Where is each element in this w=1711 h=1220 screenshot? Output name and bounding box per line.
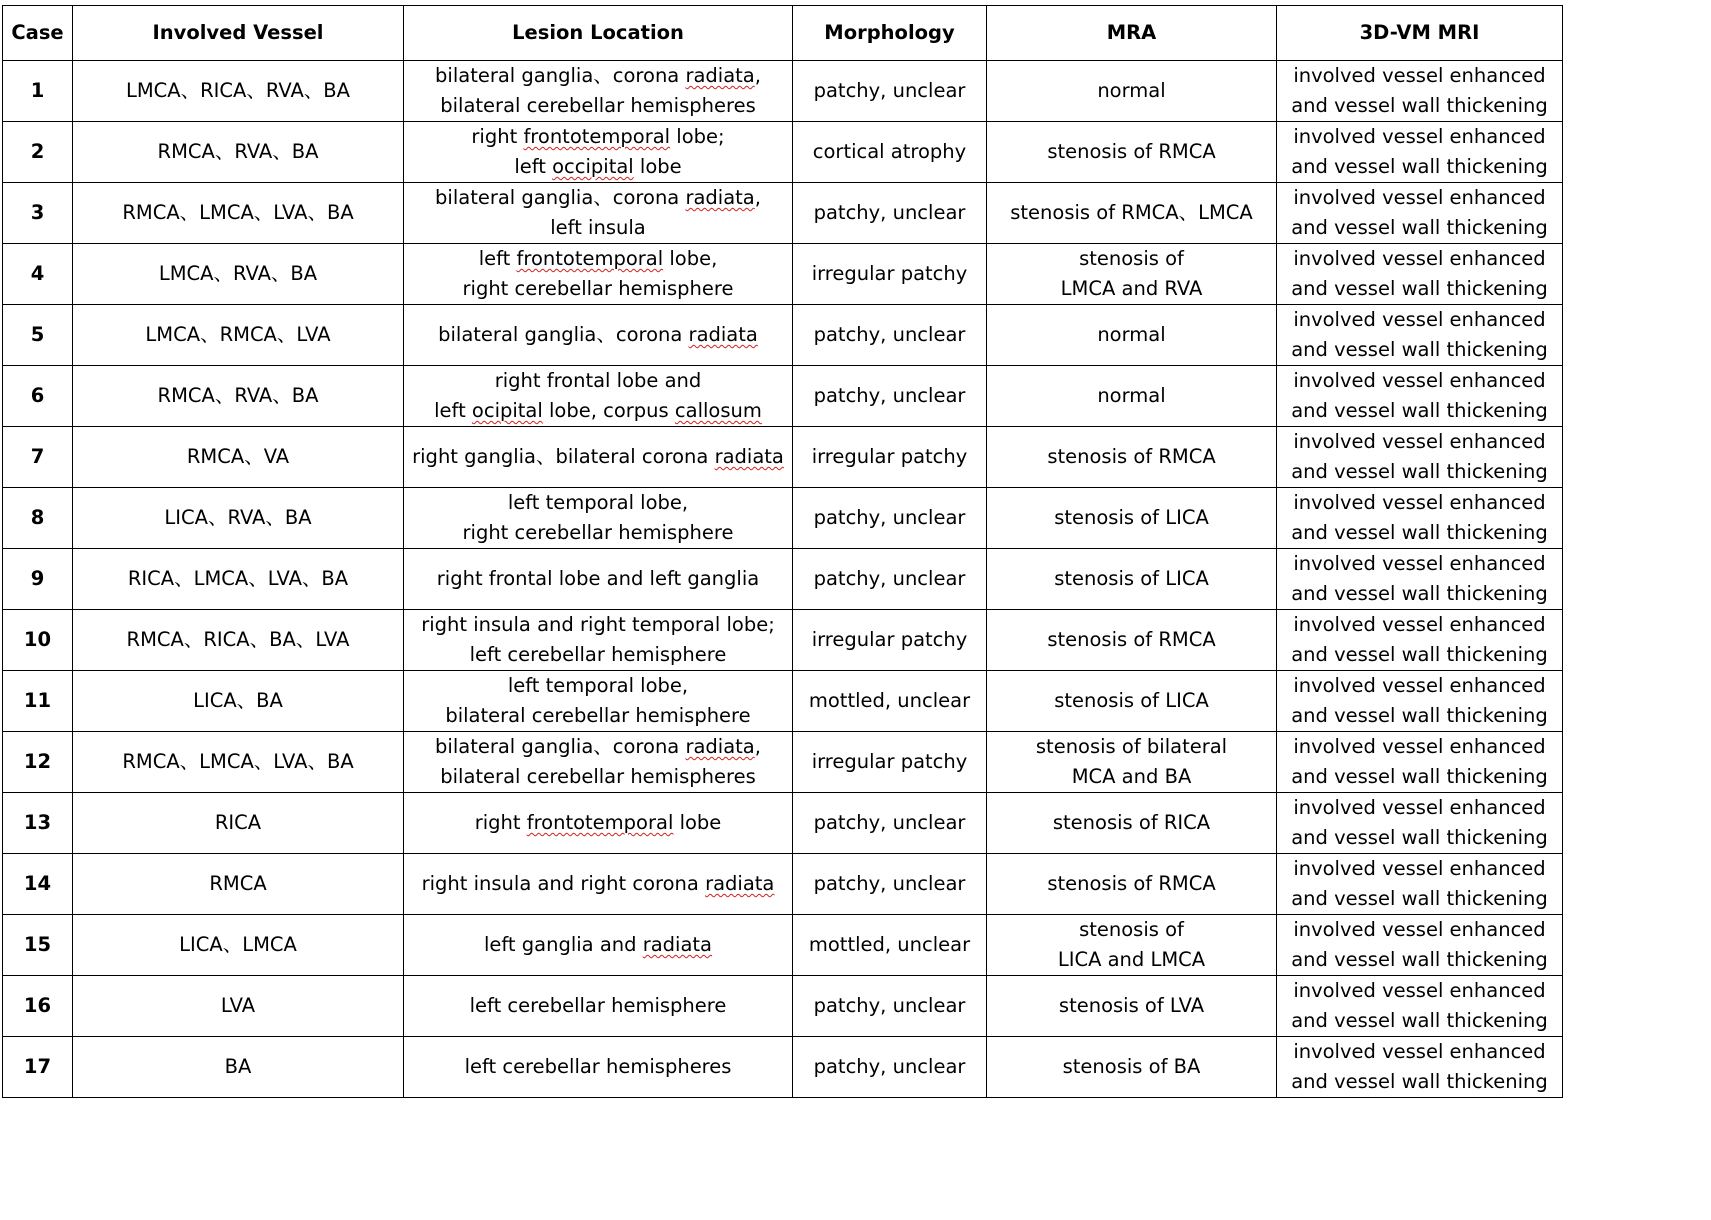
header-mra: MRA: [987, 6, 1277, 61]
table-row: [3, 488, 1563, 549]
mri-line-1: involved vessel enhanced: [1293, 125, 1546, 148]
morphology-cell: patchy, unclear: [793, 183, 987, 244]
lesion-location-line-1: left frontotemporal lobe,: [478, 247, 718, 270]
lesion-location-line-1: right insula and right corona radiata: [421, 872, 775, 895]
lesion-location-cell: [404, 732, 793, 793]
mri-line-1: involved vessel enhanced: [1293, 674, 1546, 697]
lesion-location-cell: [404, 671, 793, 732]
lesion-location-cell: [404, 244, 793, 305]
lesion-location-line-1: bilateral ganglia、corona radiata,: [435, 735, 761, 758]
mri-line-2: and vessel wall thickening: [1291, 216, 1548, 239]
table-row: [3, 427, 1563, 488]
case-number-cell: 14: [3, 854, 73, 915]
lesion-location-cell: [404, 915, 793, 976]
lesion-location-line-1: bilateral ganglia、corona radiata: [438, 323, 758, 346]
mri-line-2: and vessel wall thickening: [1291, 582, 1548, 605]
mri-3d-vm-cell: [1277, 61, 1563, 122]
case-number-cell: 17: [3, 1037, 73, 1098]
mra-line-1: stenosis of bilateral: [1035, 735, 1228, 758]
case-number-cell: 11: [3, 671, 73, 732]
table-row: [3, 183, 1563, 244]
mra-line-1: stenosis of BA: [1062, 1055, 1201, 1078]
mra-line-1: stenosis of: [1079, 918, 1184, 941]
mri-3d-vm-cell: [1277, 366, 1563, 427]
lesion-location-cell: [404, 549, 793, 610]
involved-vessel-cell: RMCA、VA: [73, 427, 404, 488]
mri-line-1: involved vessel enhanced: [1293, 918, 1546, 941]
lesion-location-cell: [404, 610, 793, 671]
case-number-cell: 13: [3, 793, 73, 854]
mri-line-1: involved vessel enhanced: [1293, 857, 1546, 880]
mri-line-2: and vessel wall thickening: [1291, 887, 1548, 910]
morphology-cell: mottled, unclear: [793, 915, 987, 976]
mra-cell: [987, 122, 1277, 183]
case-table: [2, 5, 1563, 1098]
mri-3d-vm-cell: [1277, 671, 1563, 732]
mri-line-2: and vessel wall thickening: [1291, 521, 1548, 544]
lesion-location-line-2: left cerebellar hemisphere: [469, 643, 727, 666]
morphology-cell: patchy, unclear: [793, 854, 987, 915]
table-row: [3, 549, 1563, 610]
mri-line-2: and vessel wall thickening: [1291, 765, 1548, 788]
header-morphology: Morphology: [793, 6, 987, 61]
morphology-cell: patchy, unclear: [793, 366, 987, 427]
lesion-location-line-2: left ocipital lobe, corpus callosum: [434, 399, 762, 422]
lesion-location-cell: [404, 854, 793, 915]
mra-cell: [987, 61, 1277, 122]
mra-cell: [987, 488, 1277, 549]
mra-line-1: stenosis of LICA: [1054, 567, 1209, 590]
mri-line-1: involved vessel enhanced: [1293, 308, 1546, 331]
mri-line-2: and vessel wall thickening: [1291, 1009, 1548, 1032]
involved-vessel-cell: LICA、LMCA: [73, 915, 404, 976]
table-row: [3, 244, 1563, 305]
lesion-location-line-1: right frontal lobe and: [494, 369, 702, 392]
involved-vessel-cell: LMCA、RVA、BA: [73, 244, 404, 305]
morphology-cell: patchy, unclear: [793, 793, 987, 854]
table-row: [3, 122, 1563, 183]
lesion-location-line-1: right frontotemporal lobe: [474, 811, 722, 834]
mri-3d-vm-cell: [1277, 1037, 1563, 1098]
morphology-cell: patchy, unclear: [793, 305, 987, 366]
mra-line-1: normal: [1097, 79, 1166, 102]
involved-vessel-cell: RMCA、RVA、BA: [73, 366, 404, 427]
lesion-location-line-2: right cerebellar hemisphere: [462, 521, 734, 544]
case-number-cell: 16: [3, 976, 73, 1037]
header-3d-vm-mri: 3D-VM MRI: [1277, 6, 1563, 61]
case-number-cell: 8: [3, 488, 73, 549]
table-row: [3, 61, 1563, 122]
lesion-location-line-2: bilateral cerebellar hemispheres: [440, 94, 756, 117]
morphology-cell: irregular patchy: [793, 427, 987, 488]
morphology-cell: patchy, unclear: [793, 1037, 987, 1098]
mri-line-1: involved vessel enhanced: [1293, 64, 1546, 87]
mri-3d-vm-cell: [1277, 793, 1563, 854]
case-number-cell: 6: [3, 366, 73, 427]
mri-3d-vm-cell: [1277, 976, 1563, 1037]
mra-line-1: normal: [1097, 323, 1166, 346]
header-case: Case: [3, 6, 73, 61]
mri-line-1: involved vessel enhanced: [1293, 186, 1546, 209]
mra-cell: [987, 1037, 1277, 1098]
involved-vessel-cell: RICA、LMCA、LVA、BA: [73, 549, 404, 610]
lesion-location-line-1: right frontal lobe and left ganglia: [436, 567, 760, 590]
mra-cell: [987, 244, 1277, 305]
mra-cell: [987, 549, 1277, 610]
lesion-location-line-2: right cerebellar hemisphere: [462, 277, 734, 300]
table-row: [3, 976, 1563, 1037]
table-row: [3, 793, 1563, 854]
table-header-row: [3, 6, 1563, 61]
lesion-location-line-2: left insula: [550, 216, 646, 239]
mra-cell: [987, 305, 1277, 366]
lesion-location-line-2: left occipital lobe: [514, 155, 682, 178]
case-number-cell: 15: [3, 915, 73, 976]
case-number-cell: 2: [3, 122, 73, 183]
mri-line-1: involved vessel enhanced: [1293, 979, 1546, 1002]
mri-3d-vm-cell: [1277, 122, 1563, 183]
lesion-location-line-1: left cerebellar hemisphere: [469, 994, 727, 1017]
mri-line-1: involved vessel enhanced: [1293, 552, 1546, 575]
table-row: [3, 610, 1563, 671]
header-lesion-location: Lesion Location: [404, 6, 793, 61]
lesion-location-cell: [404, 183, 793, 244]
mra-line-1: stenosis of RICA: [1052, 811, 1211, 834]
case-number-cell: 4: [3, 244, 73, 305]
lesion-location-cell: [404, 122, 793, 183]
morphology-cell: irregular patchy: [793, 610, 987, 671]
lesion-location-line-1: left temporal lobe,: [507, 491, 689, 514]
mra-cell: [987, 671, 1277, 732]
case-number-cell: 3: [3, 183, 73, 244]
lesion-location-line-1: right ganglia、bilateral corona radiata: [412, 445, 784, 468]
morphology-cell: irregular patchy: [793, 732, 987, 793]
involved-vessel-cell: RMCA: [73, 854, 404, 915]
mri-line-2: and vessel wall thickening: [1291, 1070, 1548, 1093]
involved-vessel-cell: RICA: [73, 793, 404, 854]
case-number-cell: 12: [3, 732, 73, 793]
mra-line-1: stenosis of: [1079, 247, 1184, 270]
case-number-cell: 1: [3, 61, 73, 122]
mra-line-1: stenosis of RMCA: [1047, 140, 1216, 163]
case-number-cell: 7: [3, 427, 73, 488]
table-row: [3, 671, 1563, 732]
involved-vessel-cell: BA: [73, 1037, 404, 1098]
involved-vessel-cell: RMCA、LMCA、LVA、BA: [73, 732, 404, 793]
mri-line-1: involved vessel enhanced: [1293, 247, 1546, 270]
mri-line-2: and vessel wall thickening: [1291, 399, 1548, 422]
mra-cell: [987, 915, 1277, 976]
lesion-location-line-2: bilateral cerebellar hemisphere: [445, 704, 751, 727]
mra-cell: [987, 732, 1277, 793]
mra-line-1: stenosis of RMCA: [1047, 872, 1216, 895]
mra-line-2: LMCA and RVA: [1060, 277, 1203, 300]
lesion-location-line-1: left cerebellar hemispheres: [464, 1055, 732, 1078]
morphology-cell: cortical atrophy: [793, 122, 987, 183]
table-row: [3, 305, 1563, 366]
lesion-location-cell: [404, 366, 793, 427]
mri-line-2: and vessel wall thickening: [1291, 704, 1548, 727]
mra-cell: [987, 854, 1277, 915]
mri-line-1: involved vessel enhanced: [1293, 1040, 1546, 1063]
mri-3d-vm-cell: [1277, 854, 1563, 915]
mri-line-1: involved vessel enhanced: [1293, 796, 1546, 819]
lesion-location-line-1: right insula and right temporal lobe;: [421, 613, 775, 636]
mra-line-1: stenosis of LVA: [1058, 994, 1205, 1017]
header-involved-vessel: Involved Vessel: [73, 6, 404, 61]
mra-cell: [987, 183, 1277, 244]
mri-3d-vm-cell: [1277, 183, 1563, 244]
lesion-location-cell: [404, 1037, 793, 1098]
involved-vessel-cell: LMCA、RMCA、LVA: [73, 305, 404, 366]
mra-line-2: LICA and LMCA: [1057, 948, 1206, 971]
lesion-location-line-1: left ganglia and radiata: [483, 933, 713, 956]
lesion-location-line-2: bilateral cerebellar hemispheres: [440, 765, 756, 788]
lesion-location-cell: [404, 305, 793, 366]
case-number-cell: 5: [3, 305, 73, 366]
mri-line-1: involved vessel enhanced: [1293, 613, 1546, 636]
case-number-cell: 10: [3, 610, 73, 671]
involved-vessel-cell: LICA、BA: [73, 671, 404, 732]
mri-3d-vm-cell: [1277, 305, 1563, 366]
mri-line-2: and vessel wall thickening: [1291, 948, 1548, 971]
mri-line-1: involved vessel enhanced: [1293, 430, 1546, 453]
mri-line-2: and vessel wall thickening: [1291, 460, 1548, 483]
mra-line-1: stenosis of LICA: [1054, 506, 1209, 529]
involved-vessel-cell: LMCA、RICA、RVA、BA: [73, 61, 404, 122]
table-row: [3, 854, 1563, 915]
table-row: [3, 732, 1563, 793]
mri-line-2: and vessel wall thickening: [1291, 155, 1548, 178]
mri-3d-vm-cell: [1277, 427, 1563, 488]
involved-vessel-cell: RMCA、RVA、BA: [73, 122, 404, 183]
morphology-cell: patchy, unclear: [793, 549, 987, 610]
lesion-location-cell: [404, 427, 793, 488]
table-row: [3, 1037, 1563, 1098]
morphology-cell: patchy, unclear: [793, 61, 987, 122]
mra-line-1: stenosis of LICA: [1054, 689, 1209, 712]
mra-cell: [987, 427, 1277, 488]
mri-3d-vm-cell: [1277, 488, 1563, 549]
mri-line-1: involved vessel enhanced: [1293, 735, 1546, 758]
case-number-cell: 9: [3, 549, 73, 610]
mri-3d-vm-cell: [1277, 549, 1563, 610]
mra-cell: [987, 610, 1277, 671]
mri-3d-vm-cell: [1277, 915, 1563, 976]
mra-line-1: normal: [1097, 384, 1166, 407]
lesion-location-line-1: right frontotemporal lobe;: [471, 125, 725, 148]
lesion-location-line-1: bilateral ganglia、corona radiata,: [435, 186, 761, 209]
involved-vessel-cell: RMCA、RICA、BA、LVA: [73, 610, 404, 671]
mra-cell: [987, 366, 1277, 427]
involved-vessel-cell: LICA、RVA、BA: [73, 488, 404, 549]
morphology-cell: mottled, unclear: [793, 671, 987, 732]
mri-line-2: and vessel wall thickening: [1291, 643, 1548, 666]
mra-line-1: stenosis of RMCA、LMCA: [1010, 201, 1253, 224]
mra-cell: [987, 976, 1277, 1037]
mri-3d-vm-cell: [1277, 732, 1563, 793]
lesion-location-cell: [404, 793, 793, 854]
mri-3d-vm-cell: [1277, 610, 1563, 671]
mri-line-2: and vessel wall thickening: [1291, 277, 1548, 300]
mri-line-1: involved vessel enhanced: [1293, 369, 1546, 392]
lesion-location-cell: [404, 976, 793, 1037]
mra-cell: [987, 793, 1277, 854]
lesion-location-line-1: bilateral ganglia、corona radiata,: [435, 64, 761, 87]
mri-3d-vm-cell: [1277, 244, 1563, 305]
involved-vessel-cell: LVA: [73, 976, 404, 1037]
involved-vessel-cell: RMCA、LMCA、LVA、BA: [73, 183, 404, 244]
morphology-cell: irregular patchy: [793, 244, 987, 305]
morphology-cell: patchy, unclear: [793, 488, 987, 549]
mra-line-1: stenosis of RMCA: [1047, 445, 1216, 468]
mra-line-1: stenosis of RMCA: [1047, 628, 1216, 651]
morphology-cell: patchy, unclear: [793, 976, 987, 1037]
mri-line-2: and vessel wall thickening: [1291, 94, 1548, 117]
mri-line-2: and vessel wall thickening: [1291, 826, 1548, 849]
table-row: [3, 915, 1563, 976]
table-row: [3, 366, 1563, 427]
mra-line-2: MCA and BA: [1071, 765, 1192, 788]
mri-line-1: involved vessel enhanced: [1293, 491, 1546, 514]
lesion-location-cell: [404, 488, 793, 549]
mri-line-2: and vessel wall thickening: [1291, 338, 1548, 361]
lesion-location-line-1: left temporal lobe,: [507, 674, 689, 697]
lesion-location-cell: [404, 61, 793, 122]
